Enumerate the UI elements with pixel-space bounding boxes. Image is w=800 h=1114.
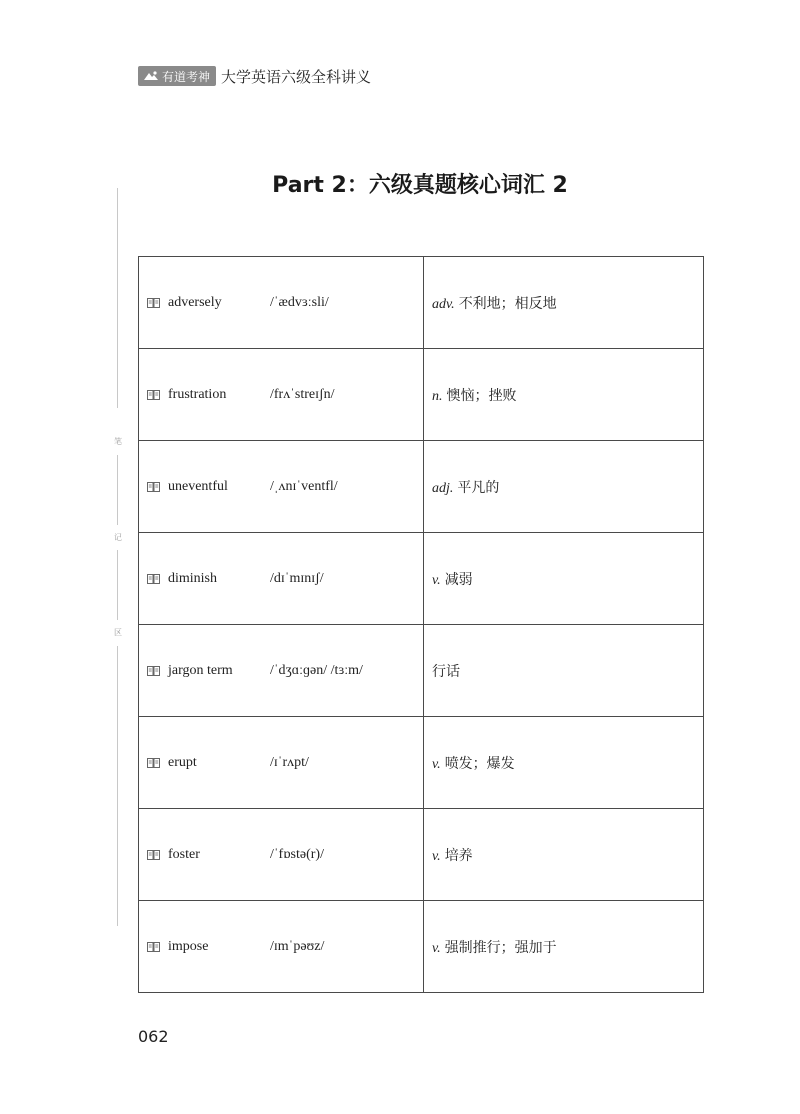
vocab-row bbox=[139, 901, 704, 993]
vocab-word: erupt bbox=[168, 754, 197, 770]
vocab-row bbox=[139, 349, 704, 441]
vocab-phonetic: /ˈfɒstə(r)/ bbox=[270, 846, 324, 862]
book-icon bbox=[147, 298, 160, 308]
vocab-meaning: 培养 bbox=[444, 847, 473, 864]
meaning-cell bbox=[424, 901, 704, 993]
vocab-phonetic: /ɪˈrʌpt/ bbox=[270, 754, 309, 770]
meaning-cell bbox=[424, 809, 704, 901]
book-icon bbox=[147, 482, 160, 492]
part-of-speech: v. bbox=[432, 572, 441, 588]
vocab-meaning: 不利地；相反地 bbox=[458, 295, 557, 312]
vocab-row bbox=[139, 717, 704, 809]
book-title: 大学英语六级全科讲义 bbox=[221, 67, 372, 86]
vocab-word: uneventful bbox=[168, 478, 228, 494]
vocab-word: diminish bbox=[168, 570, 218, 586]
brand-logo-icon bbox=[143, 70, 159, 82]
meaning-cell bbox=[424, 717, 704, 809]
vocab-meaning: 平凡的 bbox=[457, 479, 500, 496]
part-of-speech: v. bbox=[432, 848, 441, 864]
part-of-speech: adv. bbox=[432, 296, 455, 312]
vocab-word: frustration bbox=[168, 386, 227, 402]
word-cell bbox=[139, 625, 424, 717]
vocab-phonetic: /ˌʌnɪˈventfl/ bbox=[270, 478, 338, 494]
brand-badge bbox=[138, 66, 216, 86]
page-title: Part 2：六级真题核心词汇 2 bbox=[272, 173, 568, 198]
word-cell bbox=[139, 441, 424, 533]
meaning-cell bbox=[424, 349, 704, 441]
book-icon bbox=[147, 850, 160, 860]
vocab-meaning: 强制推行；强加于 bbox=[444, 939, 557, 956]
word-cell bbox=[139, 717, 424, 809]
word-cell bbox=[139, 901, 424, 993]
vocab-table bbox=[138, 256, 704, 993]
vocab-meaning: 懊恼；挫败 bbox=[446, 387, 517, 404]
meaning-cell bbox=[424, 441, 704, 533]
book-icon bbox=[147, 942, 160, 952]
page-header bbox=[138, 66, 371, 86]
book-icon bbox=[147, 390, 160, 400]
vocab-word: adversely bbox=[168, 294, 222, 310]
vocab-row bbox=[139, 257, 704, 349]
margin-note-3: 区 bbox=[114, 628, 122, 637]
vocab-row bbox=[139, 625, 704, 717]
vocab-row bbox=[139, 809, 704, 901]
vocab-meaning: 行话 bbox=[432, 663, 460, 680]
word-cell bbox=[139, 533, 424, 625]
margin-divider bbox=[117, 188, 118, 408]
margin-divider bbox=[117, 455, 118, 525]
margin-note-1: 笔 bbox=[114, 437, 122, 446]
vocab-phonetic: /dɪˈmɪnɪʃ/ bbox=[270, 570, 324, 586]
part-of-speech: v. bbox=[432, 756, 441, 772]
brand-name: 有道考神 bbox=[162, 69, 211, 84]
vocab-phonetic: /ˈædvɜːsli/ bbox=[270, 294, 329, 310]
part-of-speech: n. bbox=[432, 388, 443, 404]
meaning-cell bbox=[424, 257, 704, 349]
vocab-meaning: 减弱 bbox=[444, 571, 473, 588]
vocab-word: impose bbox=[168, 938, 209, 954]
margin-note-2: 记 bbox=[114, 533, 122, 542]
vocab-row bbox=[139, 533, 704, 625]
meaning-cell bbox=[424, 533, 704, 625]
word-cell bbox=[139, 257, 424, 349]
margin-divider bbox=[117, 646, 118, 926]
vocab-word: jargon term bbox=[168, 662, 233, 678]
word-cell bbox=[139, 809, 424, 901]
part-of-speech: v. bbox=[432, 940, 441, 956]
vocab-row bbox=[139, 441, 704, 533]
vocab-phonetic: /ˈdʒɑːɡən/ /tɜːm/ bbox=[270, 662, 363, 678]
vocab-word: foster bbox=[168, 846, 200, 862]
vocab-phonetic: /ɪmˈpəʊz/ bbox=[270, 938, 325, 954]
part-of-speech: adj. bbox=[432, 480, 454, 496]
word-cell bbox=[139, 349, 424, 441]
book-icon bbox=[147, 574, 160, 584]
page-number: 062 bbox=[138, 1027, 169, 1046]
book-icon bbox=[147, 758, 160, 768]
book-icon bbox=[147, 666, 160, 676]
vocab-meaning: 喷发；爆发 bbox=[444, 755, 515, 772]
vocab-phonetic: /frʌˈstreɪʃn/ bbox=[270, 386, 335, 402]
meaning-cell bbox=[424, 625, 704, 717]
margin-divider bbox=[117, 550, 118, 620]
